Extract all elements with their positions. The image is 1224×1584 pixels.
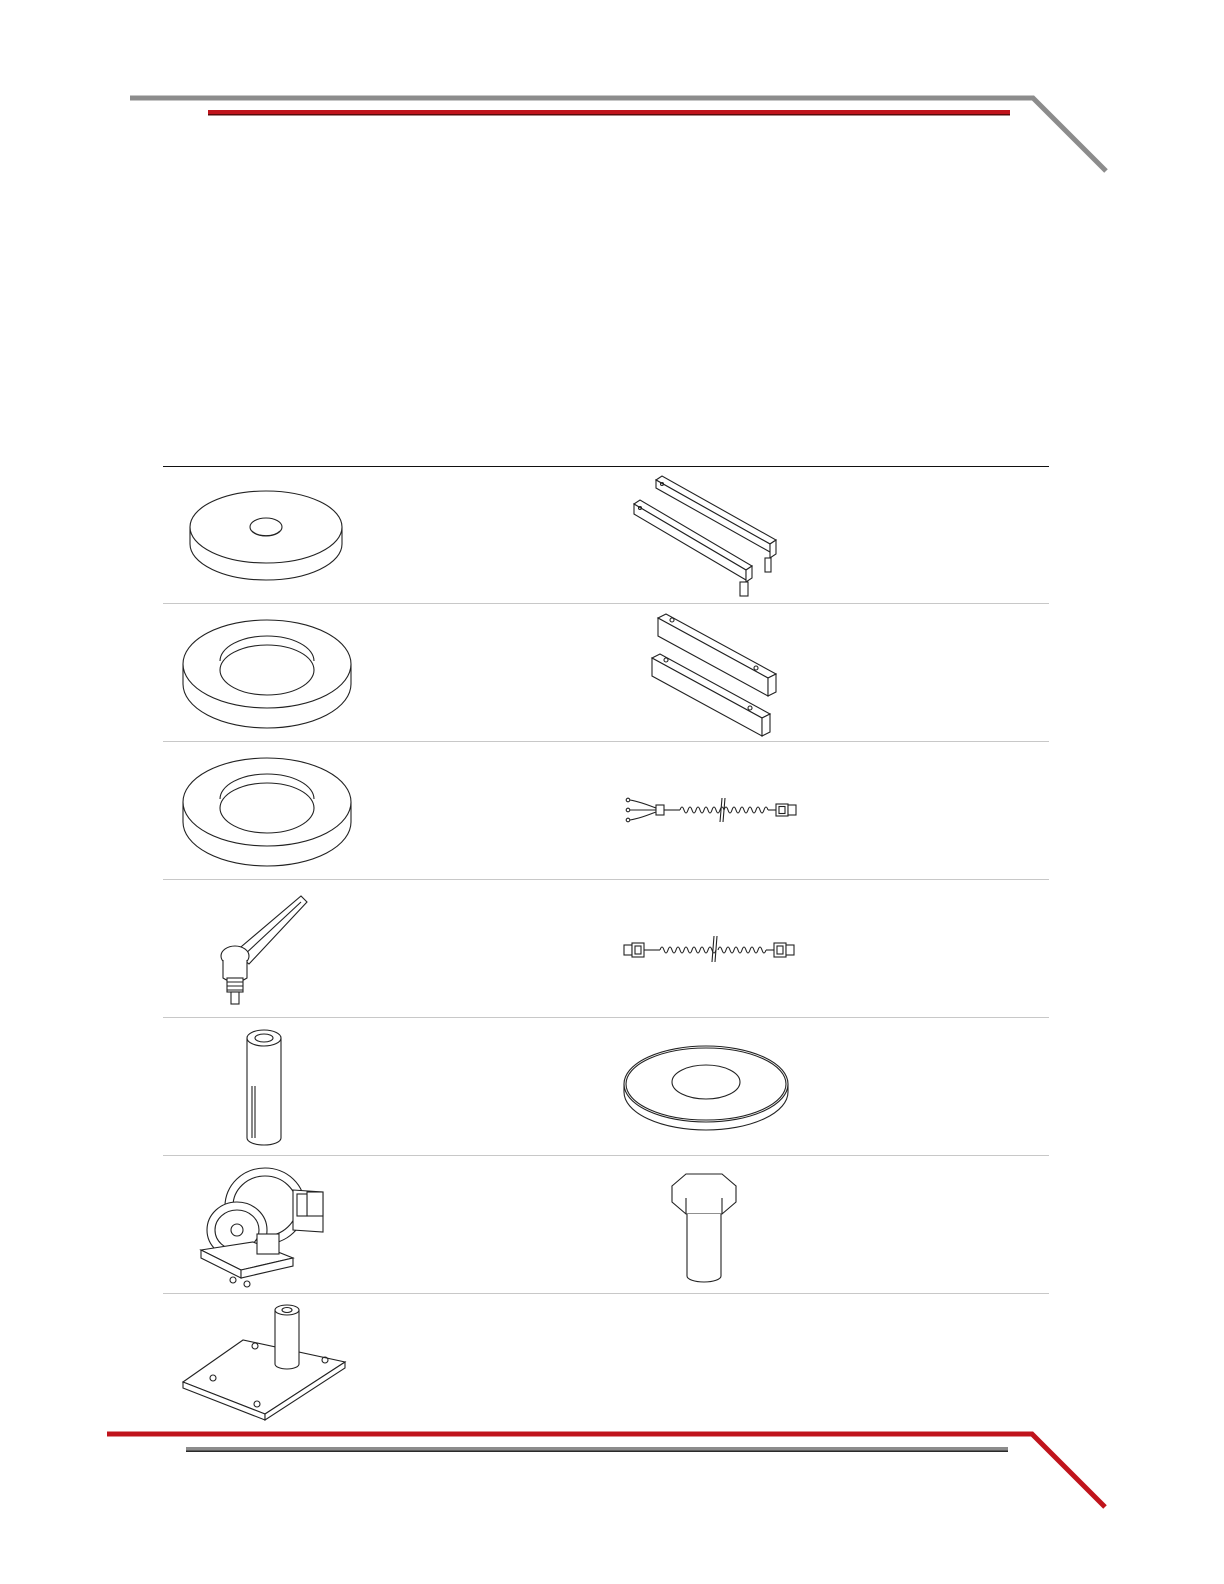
thick-ring-washer-icon (181, 616, 357, 730)
parts-row (163, 1294, 1049, 1431)
parts-table (163, 466, 1049, 1431)
parts-row (163, 604, 1049, 742)
parts-cell (163, 466, 606, 603)
parts-cell (606, 880, 1049, 1017)
parts-cell (606, 1018, 1049, 1155)
parts-cell (606, 742, 1049, 879)
parts-row (163, 466, 1049, 604)
square-bar-pair-icon (636, 614, 786, 738)
tube-spacer-icon (243, 1026, 285, 1152)
parts-cell (163, 880, 606, 1017)
footer-rule (107, 1434, 1105, 1507)
parts-row (163, 1156, 1049, 1294)
solid-disc-washer-icon (188, 482, 348, 588)
mounting-plate-post-icon (181, 1302, 349, 1428)
angled-arm-pair-icon (632, 474, 802, 596)
parts-cell (163, 604, 606, 741)
coiled-cable-pigtail-icon (624, 792, 800, 828)
parts-row (163, 742, 1049, 880)
parts-cell (163, 1156, 606, 1293)
parts-cell (606, 1294, 1049, 1431)
hex-bolt-icon (666, 1164, 746, 1286)
parts-cell (606, 466, 1049, 603)
parts-row (163, 880, 1049, 1018)
thin-ring-washer-icon (622, 1046, 792, 1142)
thick-ring-washer-icon (181, 754, 357, 868)
parts-cell (163, 1294, 606, 1431)
header-rule (130, 98, 1106, 171)
parts-cell (163, 742, 606, 879)
parts-cell (606, 1156, 1049, 1293)
parts-row (163, 1018, 1049, 1156)
parts-cell (606, 604, 1049, 741)
motor-assembly-icon (193, 1162, 327, 1290)
parts-cell (163, 1018, 606, 1155)
coiled-cable-double-end-icon (622, 932, 798, 966)
adjustable-handle-icon (209, 890, 313, 1012)
